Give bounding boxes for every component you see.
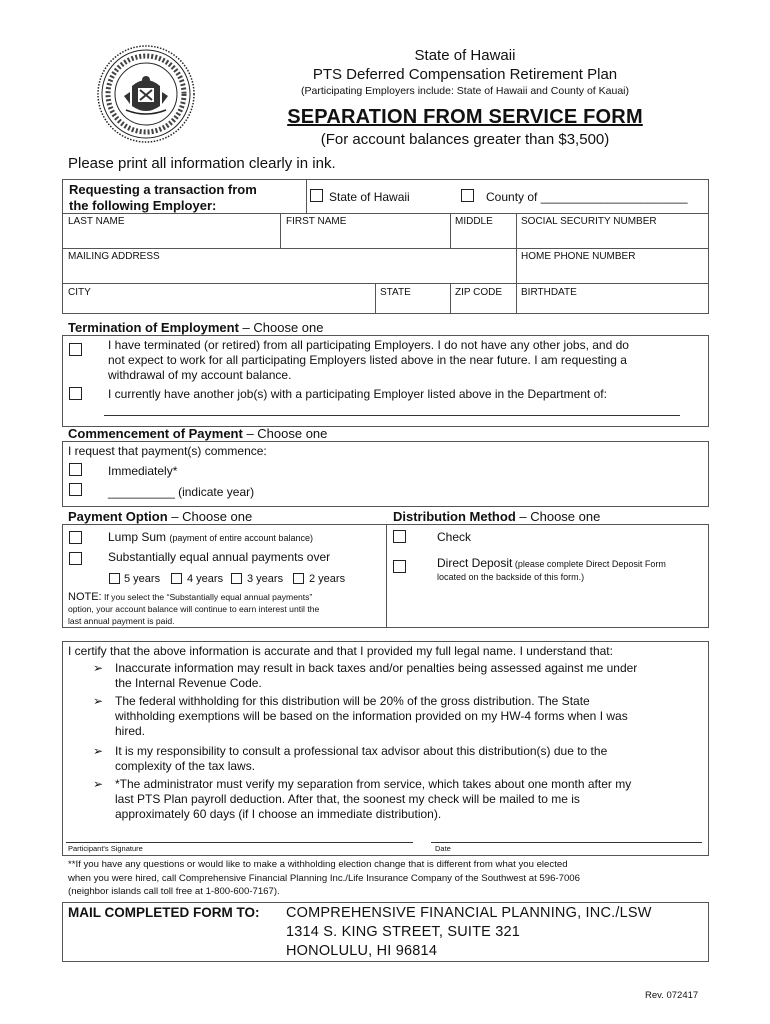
home-phone-field[interactable]: HOME PHONE NUMBER (521, 251, 636, 262)
footnote: **If you have any questions or would like to make a withholding election change that is different from what you elected when you were hired, call Comprehensive Financial Planning Inc./Life Insurance Company of the Southwest at 596-7006 (neighbor islands call toll free at 1-800-600-7167). (68, 859, 580, 897)
certify-item-1: Inaccurate information may result in back taxes and/or penalties being assessed against me under the Internal Revenue Code. (115, 661, 638, 690)
revision-label: Rev. 072417 (645, 990, 699, 1001)
check-checkbox[interactable] (393, 530, 406, 543)
equal-payments-label: Substantially equal annual payments over (108, 550, 331, 564)
form-title: SEPARATION FROM SERVICE FORM (287, 106, 643, 128)
direct-deposit-label: Direct Deposit (please complete Direct Deposit Form (437, 556, 666, 570)
commence-immediately-checkbox[interactable] (69, 463, 82, 476)
commence-year-checkbox[interactable] (69, 483, 82, 496)
certify-item-2: The federal withholding for this distribution will be 20% of the gross distribution. The State withholding exemptions will be based on the information provided on my HW-4 forms when I was hired. (115, 694, 628, 738)
instructions: Please print all information clearly in ink. (68, 155, 336, 172)
bullet-2: ➢ (93, 694, 104, 708)
header-state: State of Hawaii (414, 47, 516, 64)
years-4-label: 4 years (187, 573, 224, 585)
mailing-address-field[interactable]: MAILING ADDRESS (68, 251, 160, 262)
state-seal-logo (96, 44, 196, 144)
header-plan: PTS Deferred Compensation Retirement Plan (312, 66, 618, 83)
first-name-field[interactable]: FIRST NAME (286, 216, 347, 227)
commence-immediately-label: Immediately* (108, 464, 178, 478)
certify-intro: I certify that the above information is accurate and that I provided my full legal name. I understand that: (68, 644, 613, 658)
commencement-heading: Commencement of Payment – Choose one (68, 426, 328, 441)
lump-sum-checkbox[interactable] (69, 531, 82, 544)
mail-to-label: MAIL COMPLETED FORM TO: (68, 905, 260, 920)
date-label: Date (435, 844, 451, 853)
employer-state-checkbox[interactable] (310, 189, 323, 202)
years-3-label: 3 years (247, 573, 284, 585)
employer-state-label: State of Hawaii (329, 190, 410, 204)
ssn-field[interactable]: SOCIAL SECURITY NUMBER (521, 216, 657, 227)
signature-label: Participant's Signature (68, 844, 143, 853)
direct-deposit-note: located on the backside of this form.) (437, 572, 585, 582)
payment-option-heading: Payment Option – Choose one (68, 509, 253, 524)
department-line[interactable] (104, 415, 680, 416)
payment-note: NOTE: If you select the “Substantially equal annual payments” option, your account balance will continue to earn interest until the last annual payment is paid. (68, 591, 320, 626)
termination-all-checkbox[interactable] (69, 343, 82, 356)
years-3-checkbox[interactable] (231, 573, 242, 584)
commence-year-label: __________ (indicate year) (108, 485, 255, 499)
years-5-label: 5 years (124, 573, 161, 585)
header-participating: (Participating Employers include: State of Hawaii and County of Kauai) (300, 85, 629, 97)
date-line[interactable] (431, 842, 702, 843)
bullet-1: ➢ (93, 661, 104, 675)
termination-other-job-text: I currently have another job(s) with a participating Employer listed above in the Department of: (108, 387, 607, 401)
certify-item-4: *The administrator must verify my separation from service, which takes about one month after my last PTS Plan payroll deduction. After that, the soonest my check will be mailed to me is approximately 60 days (if I choose an immediate distribution). (115, 777, 632, 821)
mail-address: COMPREHENSIVE FINANCIAL PLANNING, INC./LSW 1314 S. KING STREET, SUITE 321 HONOLULU, HI 96814 (286, 905, 652, 959)
bullet-4: ➢ (93, 777, 104, 791)
years-2-label: 2 years (309, 573, 346, 585)
certify-item-3: It is my responsibility to consult a professional tax advisor about this distribution(s) due to the complexity of the tax laws. (115, 744, 608, 773)
direct-deposit-checkbox[interactable] (393, 560, 406, 573)
years-5-checkbox[interactable] (109, 573, 120, 584)
commencement-request-text: I request that payment(s) commence: (68, 444, 267, 458)
years-4-checkbox[interactable] (171, 573, 182, 584)
equal-payments-checkbox[interactable] (69, 552, 82, 565)
bullet-3: ➢ (93, 744, 104, 758)
check-label: Check (437, 530, 472, 544)
lump-sum-label: Lump Sum (payment of entire account balance) (108, 530, 313, 544)
employer-request-label: Requesting a transaction from the following Employer: (69, 182, 257, 213)
city-field[interactable]: CITY (68, 287, 91, 298)
state-field[interactable]: STATE (380, 287, 411, 298)
employer-county-label: County of ______________________ (486, 190, 688, 204)
years-2-checkbox[interactable] (293, 573, 304, 584)
form-subtitle: (For account balances greater than $3,500) (320, 131, 610, 148)
termination-other-job-checkbox[interactable] (69, 387, 82, 400)
zip-code-field[interactable]: ZIP CODE (455, 287, 503, 298)
distribution-heading: Distribution Method – Choose one (393, 509, 601, 524)
termination-heading: Termination of Employment – Choose one (68, 320, 324, 335)
employer-county-checkbox[interactable] (461, 189, 474, 202)
birthdate-field[interactable]: BIRTHDATE (521, 287, 577, 298)
termination-all-text: I have terminated (or retired) from all participating Employers. I do not have any other jobs, and do not expect to work for all participating Employers listed above in the near future. I am requesting a withdrawal of my account balance. (108, 338, 629, 382)
middle-name-field[interactable]: MIDDLE (455, 216, 493, 227)
last-name-field[interactable]: LAST NAME (68, 216, 125, 227)
